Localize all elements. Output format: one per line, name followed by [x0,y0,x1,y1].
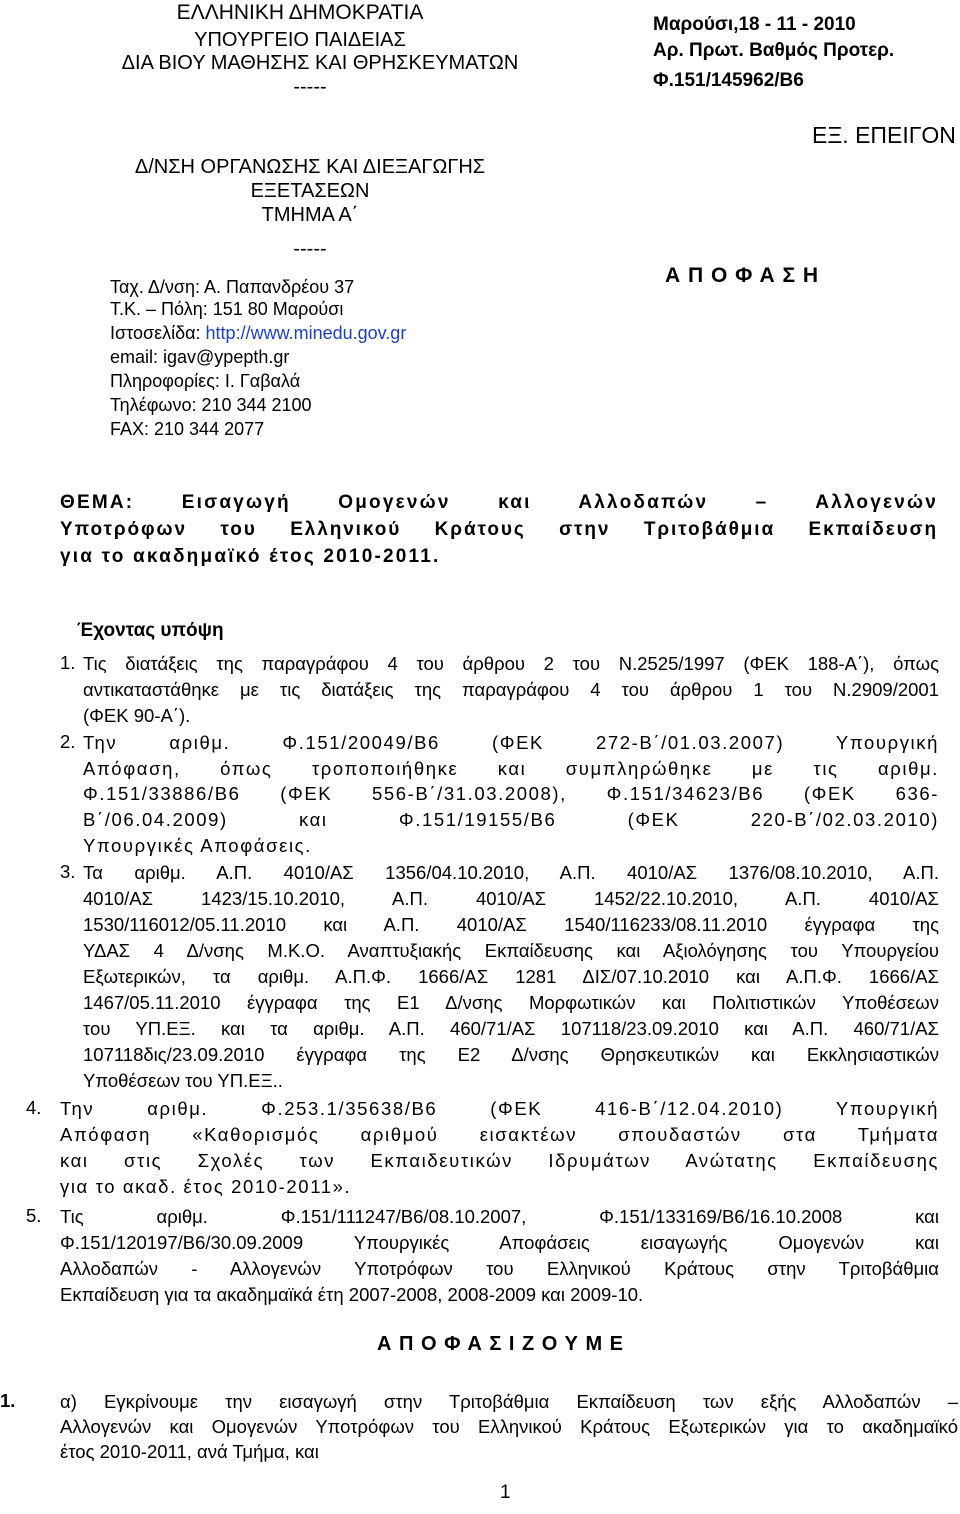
urgency-label: ΕΞ. ΕΠΕΙΓΟΝ [812,122,956,148]
item-text-line: του ΥΠ.ΕΞ. και τα αριθμ. Α.Π. 460/71/ΑΣ 107118/23.09.2010 και Α.Π. 460/71/ΑΣ [83,1018,939,1039]
item-number: 5. [26,1205,42,1226]
item-text-line: Αλλοδαπών - Αλλογενών Υποτρόφων του Ελληνικού Κράτους στην Τριτοβάθμια [60,1258,939,1279]
item-text-line: Υπουργικές Αποφάσεις. [83,835,312,856]
item-text-line: ΥΔΑΣ 4 Δ/νσης Μ.Κ.Ο. Αναπτυξιακής Εκπαίδευσης και Αξιολόγησης του Υπουργείου [83,940,939,961]
phone: Τηλέφωνο: 210 344 2100 [110,395,312,415]
item-text-line: Υποθέσεων του ΥΠ.ΕΞ.. [83,1070,283,1091]
considering-heading: Έχοντας υπόψη [77,620,224,641]
item-text-line: 1530/116012/05.11.2010 και Α.Π. 4010/ΑΣ 1540/116233/08.11.2010 έγγραφα της [83,914,939,935]
website-link[interactable]: http://www.minedu.gov.gr [205,323,407,343]
page-number: 1 [500,1482,511,1503]
item-text-line: Απόφαση «Καθορισμός αριθμού εισακτέων σπουδαστών στα Τμήματα [60,1124,939,1145]
protocol-label: Αρ. Πρωτ. Βαθμός Προτερ. [653,40,895,61]
item-text-line: 1467/05.11.2010 έγγραφα της Ε1 Δ/νσης Μορφωτικών και Πολιτιστικών Υποθέσεων [83,992,939,1013]
item-number: 1. [60,652,76,673]
decision-number: 1. [0,1390,16,1411]
address: Ταχ. Δ/νση: Α. Παπανδρέου 37 [110,277,355,297]
item-text-line: Φ.151/120197/Β6/30.09.2009 Υπουργικές Αποφάσεις εισαγωγής Ομογενών και [60,1232,939,1253]
item-text-line: Τις αριθμ. Φ.151/111247/Β6/08.10.2007, Φ.151/133169/Β6/16.10.2008 και [60,1206,939,1227]
item-text-line: Τις διατάξεις της παραγράφου 4 του άρθρου 2 του Ν.2525/1997 (ΦΕΚ 188-Α΄), όπως [83,653,939,674]
fax: FAX: 210 344 2077 [110,419,265,439]
directorate-heading: Δ/ΝΣΗ ΟΡΓΑΝΩΣΗΣ ΚΑΙ ΔΙΕΞΑΓΩΓΗΣ [134,156,486,178]
subject-line: Υποτρόφων του Ελληνικού Κράτους στην Τριτοβάθμια Εκπαίδευση [60,519,938,540]
item-text-line: για το ακαδ. έτος 2010-2011». [60,1176,352,1197]
decision-text-line: α) Εγκρίνουμε την εισαγωγή στην Τριτοβάθμια Εκπαίδευση των εξής Αλλοδαπών – [60,1391,958,1412]
email: email: igav@ypepth.gr [110,347,290,367]
separator: ----- [293,238,327,260]
document-date: Μαρούσι,18 - 11 - 2010 [653,14,856,35]
department-heading: ΤΜΗΜΑ Α΄ [261,204,359,226]
directorate-heading-2: ΕΞΕΤΑΣΕΩΝ [250,180,370,202]
item-text-line: Την αριθμ. Φ.151/20049/Β6 (ΦΕΚ 272-Β΄/01.03.2007) Υπουργική [83,732,939,753]
item-text-line: Εκπαίδευση για τα ακαδημαϊκά έτη 2007-2008, 2008-2009 και 2009-10. [60,1284,644,1305]
item-text-line: Β΄/06.04.2009) και Φ.151/19155/Β6 (ΦΕΚ 220-Β΄/02.03.2010) [83,809,939,830]
subject-line: ΘΕΜΑ: Εισαγωγή Ομογενών και Αλλοδαπών – Αλλογενών [60,492,938,513]
ministry-heading-2: ΔΙΑ ΒΙΟΥ ΜΑΘΗΣΗΣ ΚΑΙ ΘΡΗΣΚΕΥΜΑΤΩΝ [121,52,519,74]
contact-person: Πληροφορίες: Ι. Γαβαλά [110,371,301,391]
decision-text-line: Αλλογενών και Ομογενών Υποτρόφων του Ελληνικού Κράτους Εξωτερικών για το ακαδημαϊκό [60,1416,958,1437]
item-text-line: 4010/ΑΣ 1423/15.10.2010, Α.Π. 4010/ΑΣ 1452/22.10.2010, Α.Π. 4010/ΑΣ [83,888,939,909]
separator: ----- [293,76,327,98]
item-text-line: αντικαταστάθηκε με τις διατάξεις της παραγράφου 4 του άρθρου 1 του Ν.2909/2001 [83,679,939,700]
protocol-number: Φ.151/145962/Β6 [653,70,804,91]
item-text-line: 107118δις/23.09.2010 έγγραφα της Ε2 Δ/νσης Θρησκευτικών και Εκκλησιαστικών [83,1044,939,1065]
item-text-line: Τα αριθμ. Α.Π. 4010/ΑΣ 1356/04.10.2010, Α.Π. 4010/ΑΣ 1376/08.10.2010, Α.Π. [83,862,939,883]
item-text-line: (ΦΕΚ 90-Α΄). [83,705,191,726]
item-number: 2. [60,731,76,752]
website-label: Ιστοσελίδα: [110,323,206,343]
postal-code-city: Τ.Κ. – Πόλη: 151 80 Μαρούσι [110,299,344,319]
decision-text-line: έτος 2010-2011, ανά Τμήμα, και [60,1441,319,1462]
subject-line: για το ακαδημαϊκό έτος 2010-2011. [60,546,441,567]
item-text-line: Απόφαση, όπως τροποποιήθηκε και συμπληρώθηκε με τις αριθμ. [83,758,939,779]
republic-heading: ΕΛΛΗΝΙΚΗ ΔΗΜΟΚΡΑΤΙΑ [176,1,424,24]
decision-heading: Α Π Ο Φ Α Σ Η [665,264,820,287]
item-number: 4. [26,1097,42,1118]
item-text-line: Εξωτερικών, τα αριθμ. Α.Π.Φ. 1666/ΑΣ 1281 ΔΙΣ/07.10.2010 και Α.Π.Φ. 1666/ΑΣ [83,966,939,987]
item-number: 3. [60,861,76,882]
website-line [110,322,406,344]
item-text-line: και στις Σχολές των Εκπαιδευτικών Ιδρυμάτων Ανώτατης Εκπαίδευσης [60,1150,939,1171]
item-text-line: Την αριθμ. Φ.253.1/35638/Β6 (ΦΕΚ 416-Β΄/12.04.2010) Υπουργική [60,1098,939,1119]
we-decide-heading: Α Π Ο Φ Α Σ Ι Ζ Ο Υ Μ Ε [377,1333,624,1355]
ministry-heading: ΥΠΟΥΡΓΕΙΟ ΠΑΙΔΕΙΑΣ [194,29,406,51]
item-text-line: Φ.151/33886/Β6 (ΦΕΚ 556-Β΄/31.03.2008), Φ.151/34623/Β6 (ΦΕΚ 636- [83,783,939,804]
